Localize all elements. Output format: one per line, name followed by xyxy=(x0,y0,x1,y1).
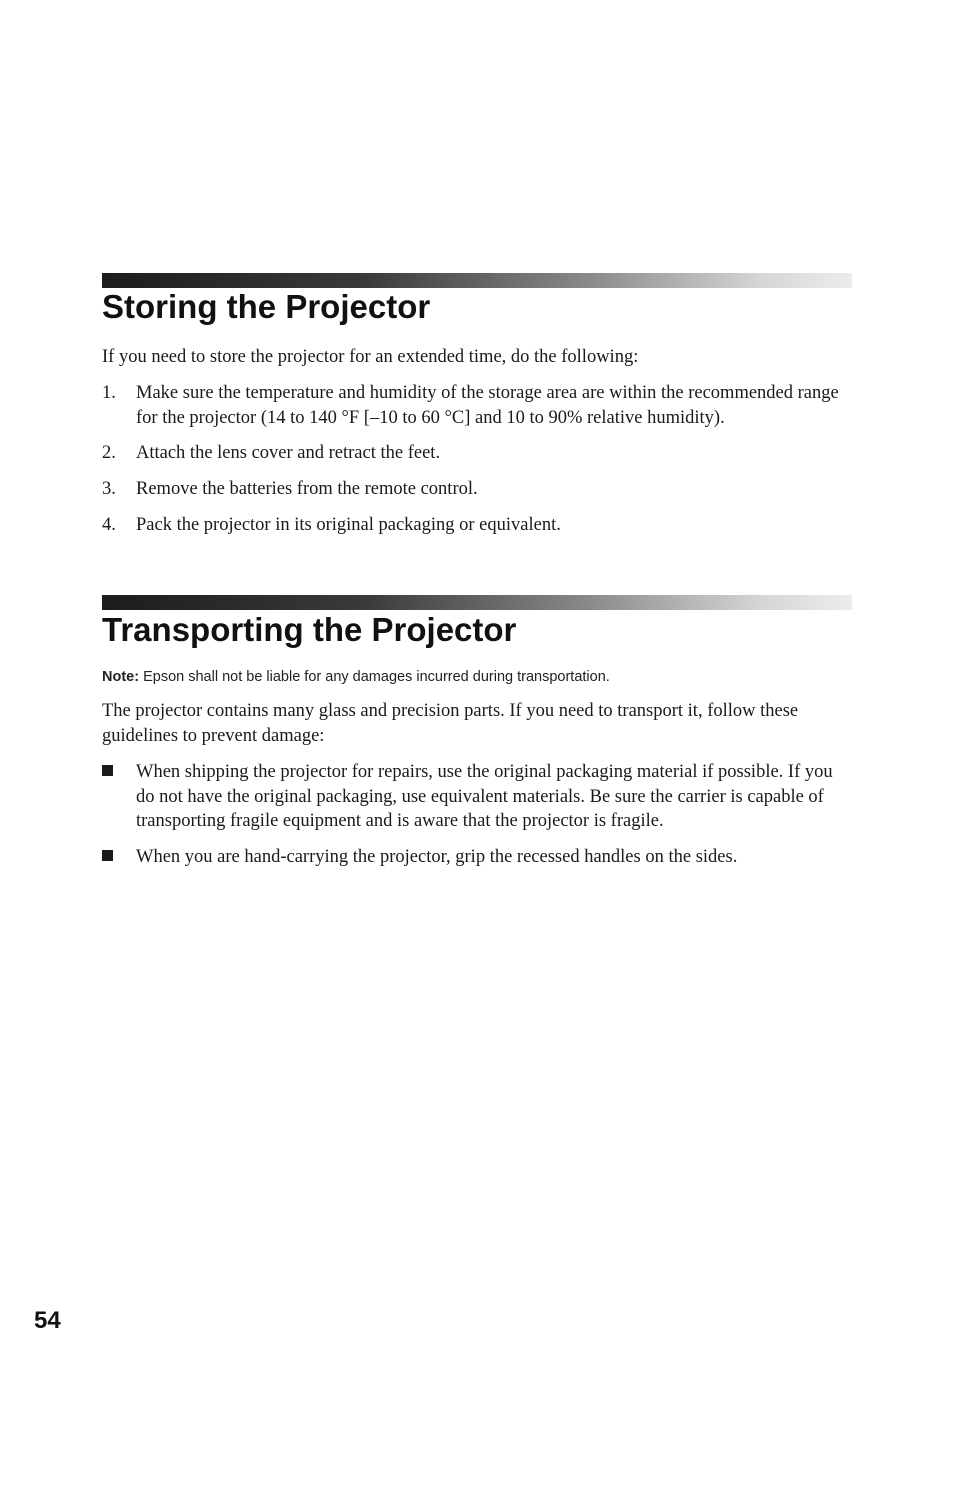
storing-step xyxy=(102,381,854,430)
transporting-intro: The projector contains many glass and precision parts. If you need to transport it, follow these guidelines to prevent damage: xyxy=(102,701,799,746)
transport-bullet xyxy=(102,760,854,834)
step-number: 2. xyxy=(102,443,116,463)
heading-storing: Storing the Projector xyxy=(102,288,431,325)
bullet-text: When you are hand-carrying the projector, grip the recessed handles on the sides. xyxy=(136,847,738,867)
bullet-text: When shipping the projector for repairs, use the original packaging material if possible. If you do not have the original packaging, use equivalent materials. Be sure the carrier is capable of transporting fragile equipment and is aware that the projector is fragile. xyxy=(136,762,833,831)
square-bullet-icon xyxy=(102,850,113,861)
page-number: 54 xyxy=(34,1307,61,1334)
storing-step xyxy=(102,513,854,538)
step-number: 1. xyxy=(102,383,116,403)
step-number: 4. xyxy=(102,515,116,535)
storing-step xyxy=(102,441,854,466)
storing-intro: If you need to store the projector for an extended time, do the following: xyxy=(102,347,639,367)
step-text: Pack the projector in its original packaging or equivalent. xyxy=(136,515,561,535)
step-text: Make sure the temperature and humidity of the storage area are within the recommended range for the projector (14 to 140 °F [–10 to 60 °C] and 10 to 90% relative humidity). xyxy=(136,383,839,428)
step-text: Remove the batteries from the remote control. xyxy=(136,479,478,499)
transport-note xyxy=(102,668,854,686)
step-text: Attach the lens cover and retract the feet. xyxy=(136,443,441,463)
note-label: Note: xyxy=(102,669,140,685)
square-bullet-icon xyxy=(102,765,113,776)
section-rule-storing xyxy=(102,273,852,288)
step-number: 3. xyxy=(102,479,116,499)
storing-step xyxy=(102,477,854,502)
note-text: Epson shall not be liable for any damages incurred during transportation. xyxy=(139,669,610,685)
section-rule-transporting xyxy=(102,595,852,610)
heading-transporting: Transporting the Projector xyxy=(102,611,517,648)
transport-bullet xyxy=(102,845,854,870)
